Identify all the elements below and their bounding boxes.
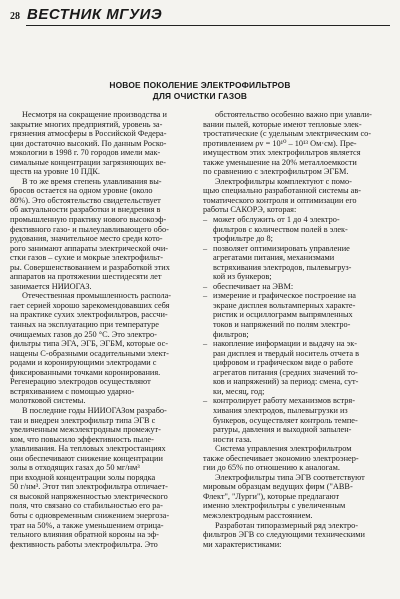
text-line: ков и напряжений) за период: смена, сут- <box>213 377 359 387</box>
text-line: трофильтре до 8; <box>213 234 273 244</box>
text-line: занимается НИИОГАЗ. <box>10 281 92 291</box>
text-line: межэлектродным расстоянием. <box>203 510 313 520</box>
journal-title: ВЕСТНИК МГУИЭ <box>27 6 163 23</box>
text-line: ся высокой напряженностью электрического <box>10 491 168 501</box>
text-line: закрытие многих предприятий, уровень за- <box>10 119 163 129</box>
text-line: гает серией хорошо зарекомендовавших себя <box>10 300 170 310</box>
text-line: также уменьшение на 20% металлоемкости <box>203 157 357 167</box>
list-bullet: – <box>203 215 208 225</box>
text-line: ратуры, давления и выходной запылен- <box>213 425 352 435</box>
text-line: на практике сухих электрофильтров, рассчи- <box>10 310 168 320</box>
text-line: ности газа. <box>213 434 252 444</box>
text-line: 50 г/нм³. Этот тип электрофильтра отличает- <box>10 482 168 492</box>
text-line: рого занимают аппараты электрической очи- <box>10 243 169 253</box>
text-line: фильтров ЭГВ со следующими техническими <box>203 530 365 540</box>
text-line: накопление информации и выдачу на эк- <box>213 339 358 349</box>
left-column <box>10 110 194 549</box>
text-line: рудования, значительное место среди кото- <box>10 234 163 244</box>
text-line: встряхиванием с помощью ударно- <box>10 386 135 396</box>
text-line: Разработан типоразмерный ряд электро- <box>215 520 359 530</box>
text-line: имуществом этих электрофильтров является <box>203 148 361 158</box>
text-line: токов и напряжений по полям электро- <box>213 320 351 330</box>
text-line: симальные концентрации загрязняющих ве- <box>10 157 166 167</box>
list-bullet: – <box>203 396 208 406</box>
text-line: промышленную практику нового высокоэф- <box>10 215 167 225</box>
text-line: нащены С-образными осадительными элект- <box>10 348 169 358</box>
list-item <box>203 282 392 292</box>
list-bullet: – <box>203 339 208 349</box>
list-item <box>203 215 392 244</box>
text-line: ран дисплея и твердый носитель отчета в <box>213 348 360 358</box>
text-line: Система управления электрофильтром <box>215 444 352 454</box>
text-line: вании пылей, которые имеют тепловые элек- <box>203 119 362 129</box>
text-line: цифровом и графическом виде о работе <box>213 358 353 368</box>
text-line: тан и внедрен электрофильтр типа ЭГВ с <box>10 415 156 425</box>
text-line: мэкологии в 1998 г. 70 городов имели мак- <box>10 148 161 158</box>
article-title-line-1: НОВОЕ ПОКОЛЕНИЕ ЭЛЕКТРОФИЛЬТРОВ <box>109 80 291 90</box>
text-line: боты с одновременным снижением энергоза- <box>10 510 170 520</box>
text-line: позволяет оптимизировать управление <box>213 243 350 253</box>
text-line: ции достаточно высокий. По данным Роско- <box>10 138 167 148</box>
text-line: экране дисплея вольтамперных характе- <box>213 300 356 310</box>
feature-list <box>203 215 392 444</box>
text-line: агрегатов питания (средних значений то- <box>213 367 358 377</box>
text-line: ществ на уровне 10 ПДК. <box>10 167 100 177</box>
text-line: Несмотря на сокращение производства и <box>22 110 167 119</box>
paragraph <box>10 110 194 177</box>
text-line: очищаемых газов до 250 °С. Это электро- <box>10 329 157 339</box>
list-bullet: – <box>203 243 208 253</box>
list-item <box>203 396 392 444</box>
text-line: они обеспечивают снижение концентрации <box>10 453 163 463</box>
paragraph <box>203 110 392 177</box>
text-line: агрегатами питания, механизмами <box>213 253 335 263</box>
text-line: фективного газо- и пылеулавливающего обо- <box>10 224 169 234</box>
text-line: фиксированными точками коронирования. <box>10 367 161 377</box>
list-bullet: – <box>203 291 208 301</box>
text-line: родами и коронирующими электродами с <box>10 358 157 368</box>
text-line: Регенерацию электродов осуществляют <box>10 377 151 387</box>
text-line: работы САКОРЭ, которая: <box>203 205 297 215</box>
paragraph <box>203 177 392 215</box>
text-line: поля, что связано со стабильностью его ра- <box>10 501 163 511</box>
list-bullet: – <box>203 281 208 291</box>
text-line: тростатические (с удельным электрическим со- <box>203 129 372 139</box>
paragraph <box>203 444 392 473</box>
text-line: увеличенным межэлектродным промежут- <box>10 425 161 435</box>
list-item <box>203 339 392 396</box>
text-line: ми характеристиками: <box>203 539 282 549</box>
text-line: бункеров, осуществляет контроль темпе- <box>213 415 358 425</box>
text-line: 80%). Это обстоятельство свидетельствует <box>10 195 161 205</box>
text-line: грязнения атмосферы в Российской Федера- <box>10 129 167 139</box>
text-line: Электрофильтры комплектуют с помо- <box>215 176 352 186</box>
text-line: томатического контроля и оптимизации его <box>203 195 357 205</box>
text-line: бросов остается на одном уровне (около <box>10 186 153 196</box>
text-line: тельного влияния обратной короны на эф- <box>10 530 159 540</box>
text-line: также обеспечивает экономию электроэнер- <box>203 453 359 463</box>
text-line: фективность работы электрофильтра. Это <box>10 539 158 549</box>
text-line: об актуальности разработки и внедрения в <box>10 205 161 215</box>
text-line: щью специально разработанной системы ав- <box>203 186 362 196</box>
text-line: Отечественная промышленность распола- <box>22 291 172 301</box>
text-line: гии до 65% по отношению к аналогам. <box>203 463 340 473</box>
paragraph <box>203 473 392 521</box>
paragraph <box>203 521 392 550</box>
text-line: измерение и графическое построение на <box>213 291 356 301</box>
text-line: может обслужить от 1 до 4 электро- <box>213 215 340 225</box>
text-line: танных на эксплуатацию при температуре <box>10 320 159 330</box>
text-line: встряхивания электродов, пылевыгруз- <box>213 262 352 272</box>
text-line: Флект", "Лурги"), которые предлагают <box>203 491 340 501</box>
text-line: В последние годы НИИОГАЗом разрабо- <box>22 405 167 415</box>
text-line: молотковой системы. <box>10 396 86 406</box>
text-line: золы в отходящих газах до 50 мг/нм³ <box>10 463 140 473</box>
paragraph <box>10 406 194 549</box>
text-line: Электрофильтры типа ЭГВ соответствуют <box>215 472 365 482</box>
text-line: кой из бункеров; <box>213 272 272 282</box>
text-line: стки газов – сухие и мокрые электрофильт- <box>10 253 164 263</box>
page-number: 28 <box>10 11 20 22</box>
text-line: улавливания. На тепловых электростанциях <box>10 444 166 454</box>
paragraph <box>10 291 194 406</box>
list-item <box>203 244 392 282</box>
header-rule <box>26 25 390 26</box>
text-line: мировым образцам ведущих фирм ("АВВ- <box>203 482 353 492</box>
list-item <box>203 291 392 339</box>
text-line: ристик и осциллограмм выпрямленных <box>213 310 353 320</box>
text-line: фильтров; <box>213 329 249 339</box>
text-line: фильтры типа ЭГА, ЭГБ, ЭГБМ, которые ос- <box>10 339 169 349</box>
text-line: обстоятельство особенно важно при улавли- <box>215 110 372 119</box>
text-line: ки, месяц, год; <box>213 386 265 396</box>
paragraph <box>10 177 194 292</box>
text-line: трат на 50%, а также уменьшением отрица- <box>10 520 164 530</box>
page-header <box>0 0 400 34</box>
text-line: именно электрофильтры с увеличенным <box>203 501 346 511</box>
text-line: хивания электродов, пылевыгрузки из <box>213 405 348 415</box>
text-line: фильтров с количеством полей в элек- <box>213 224 348 234</box>
text-line: аппаратов на протяжении шестидесяти лет <box>10 272 162 282</box>
text-line: обеспечивает на ЭВМ: <box>213 281 294 291</box>
text-line: В то же время степень улавливания вы- <box>22 176 162 186</box>
right-column <box>203 110 392 549</box>
text-line: по сравнению с электрофильтром ЭГБМ. <box>203 167 349 177</box>
text-line: ком, что повысило эффективность пыле- <box>10 434 154 444</box>
text-line: ры. Совершенствованием и разработкой этих <box>10 262 170 272</box>
text-line: контролирует работу механизмов встря- <box>213 396 355 406</box>
article-title-line-2: ДЛЯ ОЧИСТКИ ГАЗОВ <box>152 91 248 101</box>
text-line: при входной концентрации золы порядка <box>10 472 156 482</box>
text-line: противлением ρv = 10¹⁰ – 10¹³ Ом·см). Пре- <box>203 138 357 148</box>
